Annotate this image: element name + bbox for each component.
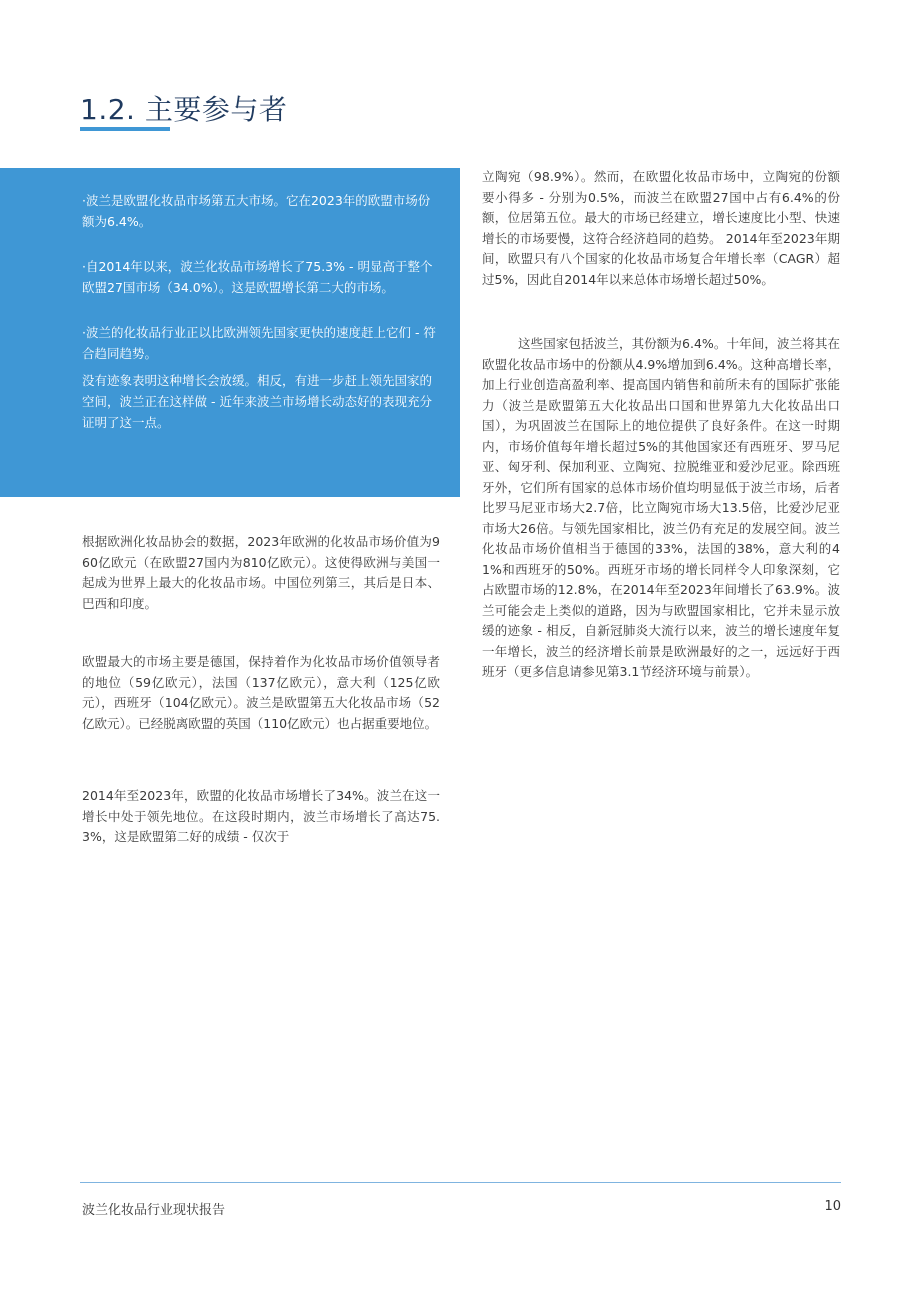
left-paragraph-1: 根据欧洲化妆品协会的数据，2023年欧洲的化妆品市场价值为960亿欧元（在欧盟27国内为810亿欧元）。这使得欧洲与美国一起成为世界上最大的化妆品市场。中国位列第三，其后是日本、巴西和印度。 (82, 534, 440, 611)
highlight-bullet-2: ·自2014年以来，波兰化妆品市场增长了75.3% - 明显高于整个欧盟27国市场（34.0%）。这是欧盟增长第二大的市场。 (82, 259, 433, 295)
footer-report-title: 波兰化妆品行业现状报告 (82, 1203, 226, 1218)
page-number: 10 (824, 1199, 841, 1214)
highlight-bullet-3: ·波兰的化妆品行业正以比欧洲领先国家更快的速度赶上它们 - 符合趋同趋势。 (82, 325, 436, 361)
title-underline (80, 127, 170, 131)
left-paragraph-2: 欧盟最大的市场主要是德国，保持着作为化妆品市场价值领导者的地位（59亿欧元），法国（137亿欧元），意大利（125亿欧元），西班牙（104亿欧元）。波兰是欧盟第五大化妆品市场（52亿欧元）。已经脱离欧盟的英国（110亿欧元）也占据重要地位。 (82, 654, 440, 731)
right-paragraph-2: 这些国家包括波兰，其份额为6.4%。十年间，波兰将其在欧盟化妆品市场中的份额从4.9%增加到6.4%。这种高增长率，加上行业创造高盈利率、提高国内销售和前所未有的国际扩张能力（波兰是欧盟第五大化妆品出口国和世界第九大化妆品出口国），为巩固波兰在国际上的地位提供了良好条件。在这一时期内，市场价值每年增长超过5%的其他国家还有西班牙、罗马尼亚、匈牙利、保加利亚、立陶宛、拉脱维亚和爱沙尼亚。除西班牙外，它们所有国家的总体市场价值均明显低于波兰市场，后者比罗马尼亚市场大2.7倍，比立陶宛市场大13.5倍，比爱沙尼亚市场大26倍。与领先国家相比，波兰仍有充足的发展空间。波兰化妆品市场价值相当于德国的33%，法国的38%，意大利的41%和西班牙的50%。西班牙市场的增长同样令人印象深刻，它占欧盟市场的12.8%，在2014年至2023年间增长了63.9%。波兰可能会走上类似的道路，因为与欧盟国家相比，它并未显示放缓的迹象 - 相反，自新冠肺炎大流行以来，波兰的增长速度年复一年增长，波兰的经济增长前景是欧洲最好的之一，远远好于西班牙（更多信息请参见第3.1节经济环境与前景）。 (482, 336, 840, 679)
highlights-box (0, 168, 460, 497)
highlight-note: 没有迹象表明这种增长会放缓。相反，有进一步赶上领先国家的空间，波兰正在这样做 - 近年来波兰市场增长动态好的表现充分证明了这一点。 (82, 373, 433, 430)
left-paragraph-3: 2014年至2023年，欧盟的化妆品市场增长了34%。波兰在这一增长中处于领先地位。在这段时期内，波兰市场增长了高达75.3%，这是欧盟第二好的成绩 - 仅次于 (82, 788, 440, 844)
left-column (82, 532, 440, 848)
right-paragraph-1: 立陶宛（98.9%）。然而，在欧盟化妆品市场中，立陶宛的份额要小得多 - 分别为0.5%，而波兰在欧盟27国中占有6.4%的份额，位居第五位。最大的市场已经建立，增长速度比小型、快速增长的市场要慢，这符合经济趋同的趋势。 2014年至2023年期间，欧盟只有八个国家的化妆品市场复合年增长率（CAGR）超过5%，因此自2014年以来总体市场增长超过50%。 (482, 169, 840, 287)
highlight-bullet-1: ·波兰是欧盟化妆品市场第五大市场。它在2023年的欧盟市场份额为6.4%。 (82, 193, 431, 229)
section-title: 1.2. 主要参与者 (80, 93, 288, 126)
footer-divider (80, 1182, 841, 1183)
right-column (482, 167, 840, 683)
